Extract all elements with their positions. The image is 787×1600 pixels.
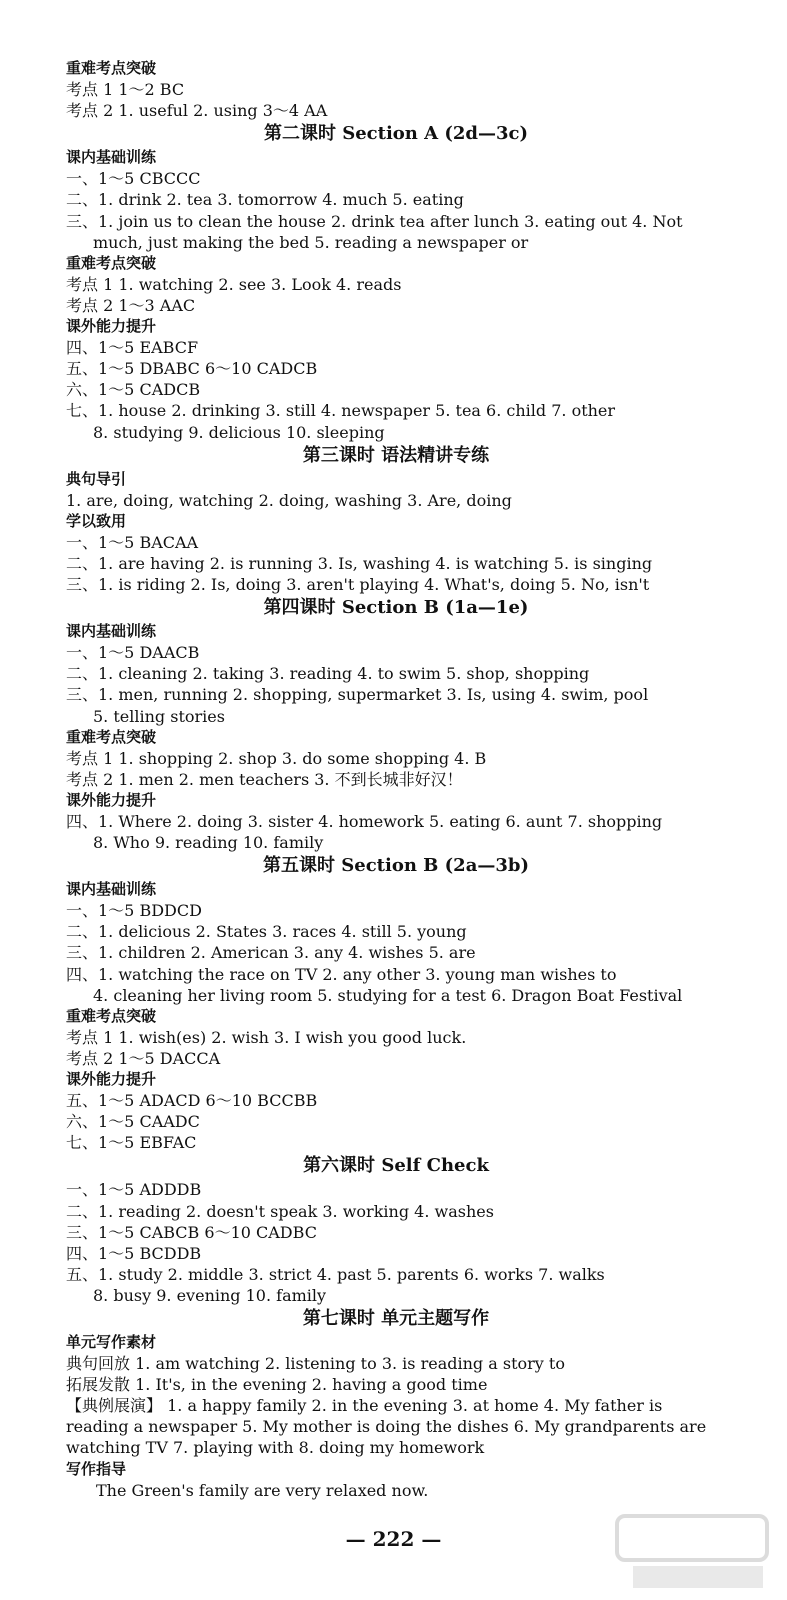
answer-line: 一、1～5 BDDCD [66,901,202,921]
answer-line: 考点 2 1. useful 2. using 3～4 AA [66,101,328,121]
answer-line: 三、1. children 2. American 3. any 4. wishes 5. are [66,943,476,963]
answer-line: 一、1～5 ADDDB [66,1180,202,1200]
subheading: 重难考点突破 [66,727,157,746]
answer-line: 五、1. study 2. middle 3. strict 4. past 5. parents 6. works 7. walks [66,1264,605,1284]
answer-line: 三、1. join us to clean the house 2. drink tea after lunch 3. eating out 4. Not [66,211,683,231]
answer-page [66,58,726,1501]
answer-line-continued: 4. cleaning her living room 5. studying for a test 6. Dragon Boat Festival [93,985,683,1005]
subheading: 重难考点突破 [66,253,157,272]
answer-line: 考点 1 1. wish(es) 2. wish 3. I wish you good luck. [66,1027,467,1047]
answer-line: 二、1. cleaning 2. taking 3. reading 4. to swim 5. shop, shopping [66,664,590,684]
answer-line: 1. are, doing, watching 2. doing, washing 3. Are, doing [66,490,512,510]
answer-line: 一、1～5 DAACB [66,643,200,663]
writing-sentence: The Green's family are very relaxed now. [96,1480,429,1500]
answer-line: 七、1～5 EBFAC [66,1133,197,1153]
page-number: — 222 — [345,1527,442,1551]
section-title: 第六课时 Self Check [303,1155,489,1177]
answer-line: 四、1～5 BCDDB [66,1243,202,1263]
section-title: 第五课时 Section B (2a—3b) [262,855,529,877]
answer-line: 四、1～5 EABCF [66,338,199,358]
answer-line: 考点 2 1～5 DACCA [66,1048,221,1068]
section-title: 第七课时 单元主题写作 [302,1307,490,1329]
subheading: 课内基础训练 [66,880,157,899]
answer-line: 二、1. delicious 2. States 3. races 4. still 5. young [66,922,467,942]
answer-line: 三、1～5 CABCB 6～10 CADBC [66,1222,317,1242]
answer-line: watching TV 7. playing with 8. doing my homework [66,1438,485,1458]
answer-line: 七、1. house 2. drinking 3. still 4. newspaper 5. tea 6. child 7. other [66,401,616,421]
answer-line: 五、1～5 ADACD 6～10 BCCBB [66,1091,318,1111]
answer-line: 考点 2 1. men 2. men teachers 3. 不到长城非好汉！ [66,769,463,789]
section-title: 第四课时 Section B (1a—1e) [263,597,529,619]
answer-line: 一、1～5 CBCCC [66,169,201,189]
subheading: 课内基础训练 [66,622,157,641]
answer-line: 四、1. Where 2. doing 3. sister 4. homework 5. eating 6. aunt 7. shopping [66,812,663,831]
answer-line-continued: 8. Who 9. reading 10. family [93,833,324,853]
answer-line: 二、1. reading 2. doesn't speak 3. working 4. washes [66,1201,494,1221]
answer-line: 六、1～5 CADCB [66,380,201,400]
answer-line: 考点 1 1. watching 2. see 3. Look 4. reads [66,274,402,294]
subheading: 课外能力提升 [66,317,157,336]
answer-line: 二、1. drink 2. tea 3. tomorrow 4. much 5. eating [66,190,464,210]
watermark-logo-icon [613,1512,773,1592]
answer-line: 拓展发散 1. It's, in the evening 2. having a good time [66,1375,488,1395]
subheading: 单元写作素材 [66,1332,157,1351]
subheading: 典句导引 [66,469,127,488]
subheading: 学以致用 [66,511,127,530]
subheading: 课外能力提升 [66,1070,157,1089]
section-title: 第二课时 Section A (2d—3c) [263,123,529,145]
answer-line: reading a newspaper 5. My mother is doing the dishes 6. My grandparents are [66,1417,707,1437]
answer-line-continued: 5. telling stories [93,706,225,726]
subheading: 课外能力提升 [66,790,157,809]
answer-line: 四、1. watching the race on TV 2. any other 3. young man wishes to [66,964,617,984]
answer-line-continued: 8. studying 9. delicious 10. sleeping [93,422,385,442]
answer-line: 典句回放 1. am watching 2. listening to 3. is reading a story to [66,1354,565,1374]
answer-line-continued: 8. busy 9. evening 10. family [93,1285,327,1305]
answer-line: 三、1. is riding 2. Is, doing 3. aren't playing 4. What's, doing 5. No, isn't [66,575,650,595]
answer-line: 考点 2 1～3 AAC [66,295,196,315]
answer-line: 考点 1 1～2 BC [66,80,185,100]
answer-line: 五、1～5 DBABC 6～10 CADCB [66,359,318,379]
subheading: 重难考点突破 [66,59,157,77]
answer-line: 【典例展演】 1. a happy family 2. in the evening 3. at home 4. My father is [66,1396,663,1416]
answer-line: 三、1. men, running 2. shopping, supermarket 3. Is, using 4. swim, pool [66,685,649,705]
subheading: 重难考点突破 [66,1006,157,1025]
answer-line: 一、1～5 BACAA [66,532,199,552]
section-title: 第三课时 语法精讲专练 [302,444,490,466]
answer-line: 六、1～5 CAADC [66,1112,200,1132]
answer-line: 考点 1 1. shopping 2. shop 3. do some shopping 4. B [66,748,487,768]
subheading: 写作指导 [66,1459,127,1478]
subheading: 课内基础训练 [66,148,157,167]
answer-line: 二、1. are having 2. is running 3. Is, washing 4. is watching 5. is singing [66,553,653,573]
answer-line-continued: much, just making the bed 5. reading a newspaper or [93,232,529,252]
